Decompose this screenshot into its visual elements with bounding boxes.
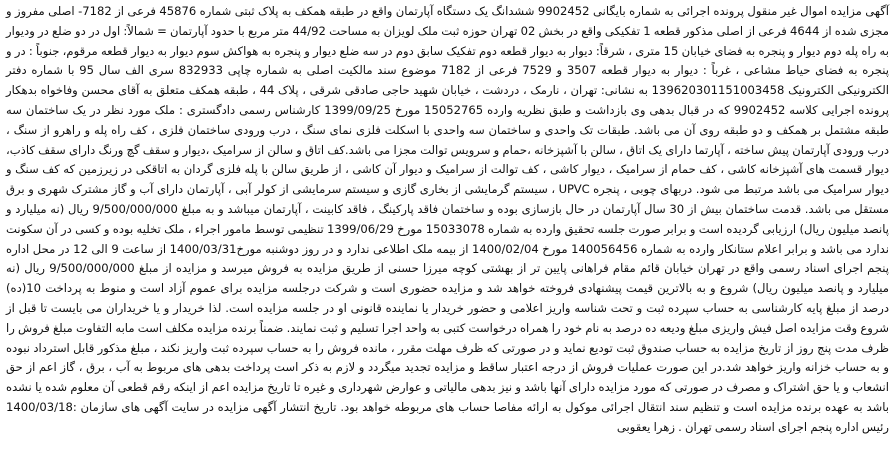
auction-notice-text: آگهی مزایده اموال غیر منقول پرونده اجرائی به شماره بایگانی 9902452 ششدانگ یک دستگاه آپارتمان واقع در طبقه همکف به پلاک ثبتی شماره 45876 فرعی از 7182- اصلی مفروز و مجزی شده از 4644 فرعی از اصلی مذکور قطعه 1 تفکیکی واقع در بخش 02 تهران حوزه ثبت ملک لویزان به مساحت 44/92 متر مربع با حدود آپارتمان = شمالاً: اول در دو ضلع در ودیوار به راه پله دوم دیوار و پنجره به فضای خیابان 15 متری ، شرقاً: دیوار به دیوار قطعه دوم تفکیک سابق دوم در سه ضلع دیوار و پنجره به هواکش سوم دیوار به دیوار قطعه مرقوم، جنوباً : در و پنجره به فضای حیاط مشاعی ، غرباً : دیوار به دیوار قطعه 3507 و 7529 فرعی از 7182 موضوع سند مالکیت اصلی به شماره چاپی 832933 سری الف سال 95 با شماره دفتر الکترونیکی الکترونیک 139620301151003458 به نشانی: تهران ، نارمک ، دردشت ، خیابان شهید حاجی صادقی شرقی ، پلاک 44 ، طبقه همکف متعلق به آقای محسن وفاخواه بدهکار پرونده اجرایی کلاسه 9902452 که در قبال بدهی وی بازداشت و طبق نظریه وارده 15052765 مورخ 1399/09/25 کارشناس رسمی دادگستری : ملک مورد نظر در یک ساختمان سه طبقه مشتمل بر همکف و دو طبقه روی آن می باشد. طبقات تک واحدی و ساختمان سه واحدی با اسکلت فلزی نمای سنگ ، درب ورودی ساختمان فلزی ، کف راه پله و راهرو از سنگ ، درب ورودی آپارتمان پیش ساخته ، آپارتما دارای یک اتاق ، سالن با آشپزخانه ،حمام و سرویس توالت مجزا می باشد.کف اتاق و سالن از سرامیک ،دیوار و سقف گچ ورنگ دارای سقف کاذب، دیوار قسمت های آشپزخانه کاشی ، کف حمام از سرامیک ، دیوار کاشی ، کف توالت از سرامیک و دیوار آن کاشی ، از طریق سالن با پله فلزی گردان به اتاقکی در زیرزمین که کف سنگ و دیوار سرامیک می باشد مرتبط می شود. دربهای چوبی ، پنجره UPVC ، سیستم گرمایشی از بخاری گازی و سیستم سرمایشی از کولر آبی ، آپارتمان دارای آب و گاز مشترک شهری و برق مستقل می باشد. قدمت ساختمان بیش از 30 سال آپارتمان در حال بازسازی بوده و ساختمان فاقد پارکینگ ، فاقد کابینت ، آپارتمان میباشد و به مبلغ 9/500/000/000 ریال (نه میلیارد و پانصد میلیون ریال) ارزیابی گردیده است و برابر صورت جلسه تحقیق وارده به شماره 15033078 مورخ 1399/06/29 تنظیمی توسط مامور اجراء ، ملک تخلیه بوده و کسی در آن سکونت ندارد می باشد و برابر اعلام ستانکار وارده به شماره 140056456 مورخ 1400/02/04 از بیمه ملک اطلاعی ندارد و در روز دوشنبه مورخ1400/03/31 از ساعت 9 الی 12 در محل اداره پنجم اجرای اسناد رسمی واقع در تهران خیابان قائم مقام فراهانی پایین تر از بهشتی کوچه میرزا حسنی از طریق مزایده به فروش میرسد و مزایده از مبلغ 9/500/000/000 ریال (نه میلیارد و پانصد میلیون ریال) شروع و به بالاترین قیمت پیشنهادی فروخته خواهد شد و مزایده حضوری است و شرکت درجلسه مزایده برای عموم آزاد است و منوط به پرداخت 10(ده) درصد از مبلغ پایه کارشناسی به حساب سپرده ثبت و تحت شناسه واریز اعلامی و حضور خریدار یا نماینده قانونی او در جلسه مزایده است. لذا خریدار و یا خریداران می بایست تا قبل از شروع وقت مزایده اصل فیش واریزی مبلغ ودیعه ده درصد به نام خود را همراه درخواست کتبی به واحد اجرا تسلیم و ثبت نمایند. ضمناً برنده مزایده مکلف است مابه التفاوت مبلغ فروش را ظرف مدت پنج روز از تاریخ مزایده به حساب صندوق ثبت تودیع نماید و در صورتی که ظرف مهلت مقرر ، مانده فروش را به حساب سپرده ثبت واریز نکند ، مبلغ مذکور قابل استرداد نبوده و به حساب خزانه واریز خواهد شد.در این صورت عملیات فروش از درجه اعتبار ساقط و مزایده تجدید میگردد و لازم به ذکر است پرداخت بدهی های مربوط به آب ، برق ، گاز اعم از حق انشعاب و یا حق اشتراک و مصرف در صورتی که مورد مزایده دارای آنها باشد و نیز بدهی مالیاتی و عوارض شهرداری و غیره تا تاریخ مزایده اعم از اینکه رقم قطعی آن معلوم شده یا نشده باشد به عهده برنده مزایده است و تنظیم سند انتقال اجرائی موکول به ارائه مفاصا حساب های مربوطه خواهد بود. تاریخ انتشار آگهی مزایده در سایت آگهی های سازمان :1400/03/18 رئیس اداره پنجم اجرای اسناد رسمی تهران . زهرا یعقوبی: [6, 4, 890, 434]
